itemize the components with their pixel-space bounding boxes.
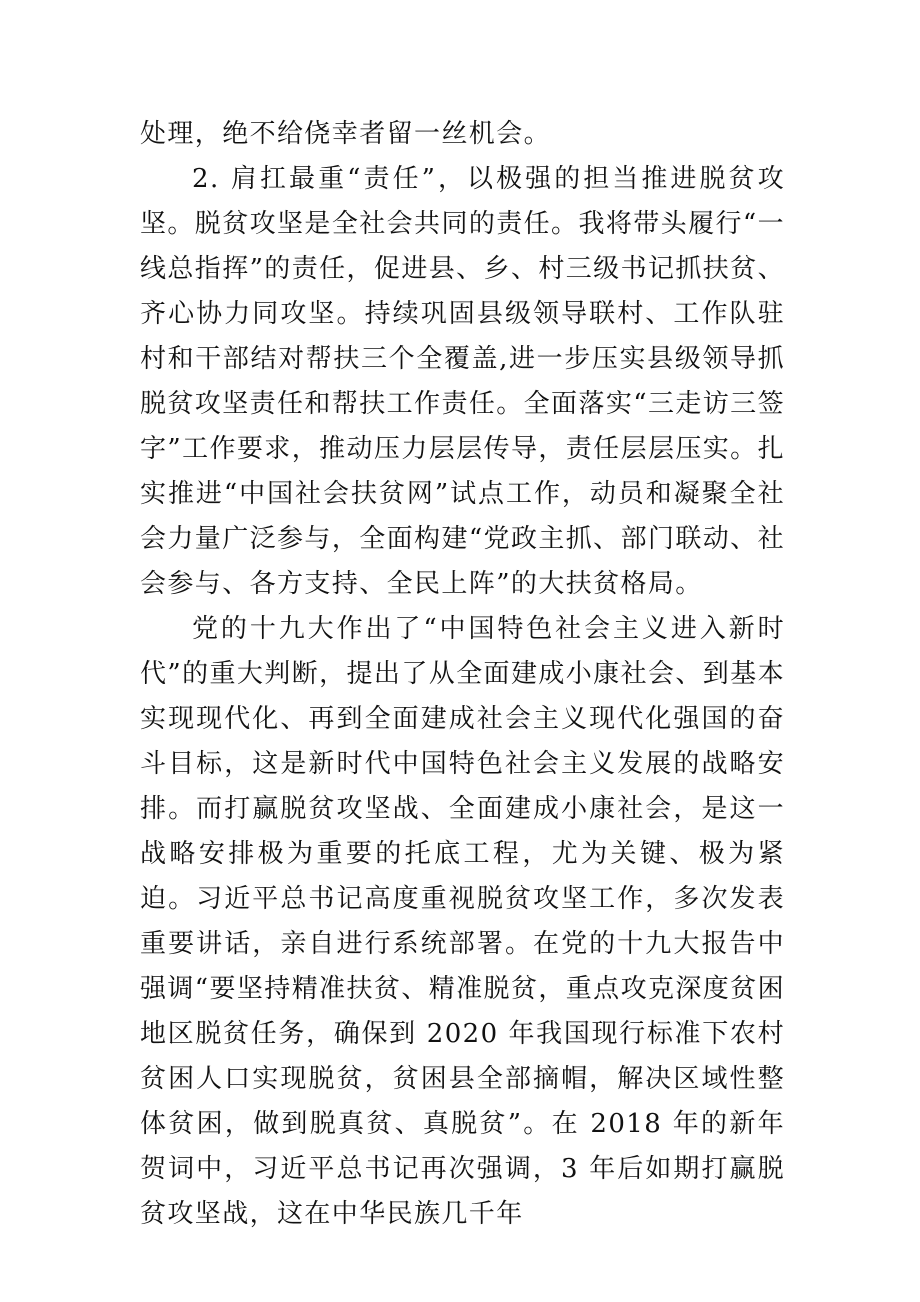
paragraph-continuation: 处理，绝不给侥幸者留一丝机会。 [140,119,552,149]
paragraph-responsibility: 2. 肩扛最重“责任”，以极强的担当推进脱贫攻坚。脱贫攻坚是全社会共同的责任。我将带头履行“一线总指挥”的责任，促进县、乡、村三级书记抓扶贫、齐心协力同攻坚。持续巩固县级领导联村、工作队驻村和干部结对帮扶三个全覆盖,进一步压实县级领导抓脱贫攻坚责任和帮扶工作责任。全面落实“三走访三签字”工作要求，推动压力层层传导，责任层层压实。扎实推进“中国社会扶贫网”试点工作，动员和凝聚全社会力量广泛参与，全面构建“党政主抓、部门联动、社会参与、各方支持、全民上阵”的大扶贫格局。 [140,164,785,599]
document-body [140,112,785,1237]
paragraph-nineteenth-congress: 党的十九大作出了“中国特色社会主义进入新时代”的重大判断，提出了从全面建成小康社会、到基本实现现代化、再到全面建成社会主义现代化强国的奋斗目标，这是新时代中国特色社会主义发展的战略安排。而打赢脱贫攻坚战、全面建成小康社会，是这一战略安排极为重要的托底工程，尤为关键、极为紧迫。习近平总书记高度重视脱贫攻坚工作，多次发表重要讲话，亲自进行系统部署。在党的十九大报告中强调“要坚持精准扶贫、精准脱贫，重点攻克深度贫困地区脱贫任务，确保到 2020 年我国现行标准下农村贫困人口实现脱贫，贫困县全部摘帽，解决区域性整体贫困，做到脱真贫、真脱贫”。在 2018 年的新年贺词中，习近平总书记再次强调，3 年后如期打赢脱贫攻坚战，这在中华民族几千年 [140,614,785,1229]
